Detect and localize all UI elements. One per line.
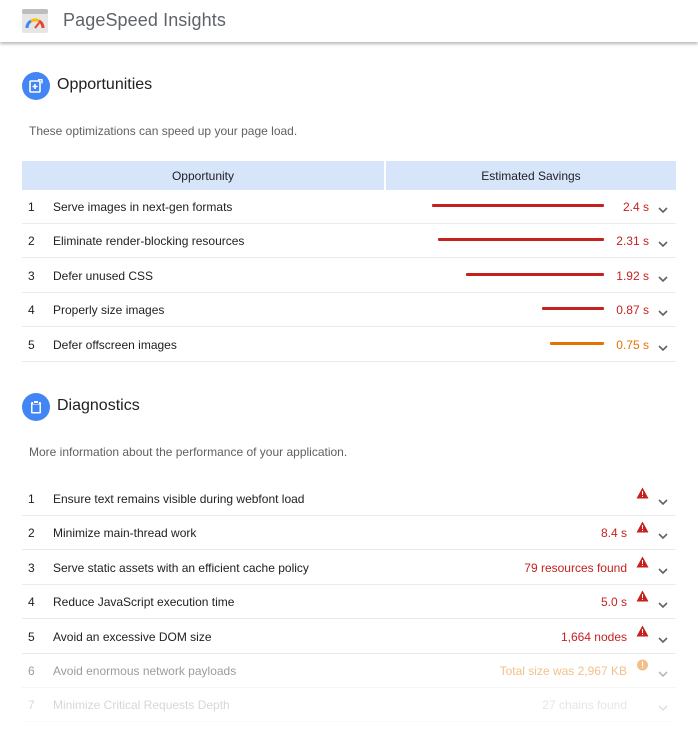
chevron-down-icon[interactable]	[657, 340, 669, 350]
row-number: 5	[28, 337, 35, 352]
savings-bar	[550, 342, 604, 345]
diagnostics-title: Diagnostics	[57, 397, 140, 414]
opportunities-description: These optimizations can speed up your page load.	[29, 124, 298, 138]
diagnostics-header	[22, 393, 622, 421]
savings-bar	[466, 273, 604, 276]
warning-triangle-icon	[636, 555, 649, 567]
warning-triangle-icon	[636, 520, 649, 532]
savings-bar	[432, 204, 604, 207]
chevron-down-icon[interactable]	[657, 202, 669, 212]
diagnostic-row[interactable]	[22, 688, 676, 722]
row-number: 4	[28, 303, 35, 318]
chevron-down-icon[interactable]	[657, 494, 669, 504]
opportunity-row[interactable]	[22, 293, 676, 327]
diagnostic-row[interactable]	[22, 585, 676, 619]
diagnostic-label: Minimize Critical Requests Depth	[53, 698, 230, 713]
row-number: 1	[28, 200, 35, 214]
app-title: PageSpeed Insights	[63, 10, 226, 30]
savings-value: 0.87 s	[616, 303, 649, 318]
chevron-down-icon[interactable]	[657, 597, 669, 607]
row-number: 2	[28, 234, 35, 249]
chevron-down-icon[interactable]	[657, 236, 669, 246]
diagnostic-label: Serve static assets with an efficient cache policy	[53, 560, 309, 575]
chevron-down-icon[interactable]	[657, 632, 669, 642]
chevron-down-icon[interactable]	[657, 528, 669, 538]
info-circle-icon	[636, 658, 649, 670]
diagnostic-label: Avoid an excessive DOM size	[53, 629, 212, 644]
warning-triangle-icon	[636, 589, 649, 601]
opportunities-table-header	[22, 161, 676, 190]
chevron-down-icon[interactable]	[657, 563, 669, 573]
row-number: 3	[28, 560, 35, 575]
savings-bar	[542, 307, 604, 310]
column-estimated-savings: Estimated Savings	[386, 161, 676, 190]
opportunity-label: Defer offscreen images	[53, 337, 177, 352]
savings-value: 2.4 s	[622, 200, 649, 214]
row-number: 2	[28, 526, 35, 541]
opportunities-title: Opportunities	[57, 76, 153, 93]
diagnostic-value: 8.4 s	[600, 526, 627, 541]
diagnostic-label: Reduce JavaScript execution time	[53, 595, 235, 610]
top-bar	[0, 0, 698, 42]
chevron-down-icon[interactable]	[657, 700, 669, 710]
row-number: 1	[28, 492, 35, 506]
opportunity-label: Defer unused CSS	[53, 268, 154, 283]
opportunity-label: Serve images in next-gen formats	[53, 200, 233, 214]
diagnostic-label: Avoid enormous network payloads	[53, 664, 237, 678]
row-number: 4	[28, 595, 35, 610]
row-number: 6	[28, 664, 35, 678]
diagnostic-row[interactable]	[22, 551, 676, 585]
clipboard-icon	[22, 393, 50, 421]
savings-value: 1.92 s	[616, 268, 649, 283]
diagnostic-row[interactable]	[22, 654, 676, 688]
opportunity-row[interactable]	[22, 224, 676, 258]
diagnostic-value: 5.0 s	[600, 595, 627, 610]
savings-value: 2.31 s	[616, 234, 649, 249]
row-number: 7	[28, 698, 35, 713]
diagnostic-value: 79 resources found	[524, 560, 627, 575]
status-icon	[636, 692, 649, 704]
opportunity-icon	[22, 72, 50, 100]
diagnostic-value: Total size was 2,967 KB	[499, 664, 627, 678]
column-opportunity: Opportunity	[22, 161, 384, 190]
opportunity-row[interactable]	[22, 328, 676, 362]
opportunity-row[interactable]	[22, 190, 676, 224]
diagnostic-value: 1,664 nodes	[560, 629, 627, 644]
chevron-down-icon[interactable]	[657, 271, 669, 281]
savings-bar	[438, 238, 604, 241]
chevron-down-icon[interactable]	[657, 666, 669, 676]
warning-triangle-icon	[636, 486, 649, 498]
row-number: 3	[28, 268, 35, 283]
pagespeed-logo-icon	[22, 9, 48, 33]
savings-value: 0.75 s	[616, 337, 649, 352]
diagnostic-value: 27 chains found	[542, 698, 627, 713]
opportunities-header	[22, 72, 622, 100]
diagnostic-row[interactable]	[22, 620, 676, 654]
opportunity-label: Eliminate render-blocking resources	[53, 234, 245, 249]
opportunity-label: Properly size images	[53, 303, 165, 318]
diagnostics-description: More information about the performance of your application.	[29, 445, 348, 459]
chevron-down-icon[interactable]	[657, 305, 669, 315]
diagnostic-label: Minimize main-thread work	[53, 526, 197, 541]
diagnostic-row[interactable]	[22, 516, 676, 550]
row-number: 5	[28, 629, 35, 644]
diagnostic-row[interactable]	[22, 482, 676, 516]
diagnostic-label: Ensure text remains visible during webfont load	[53, 492, 305, 506]
warning-triangle-icon	[636, 624, 649, 636]
opportunity-row[interactable]	[22, 259, 676, 293]
